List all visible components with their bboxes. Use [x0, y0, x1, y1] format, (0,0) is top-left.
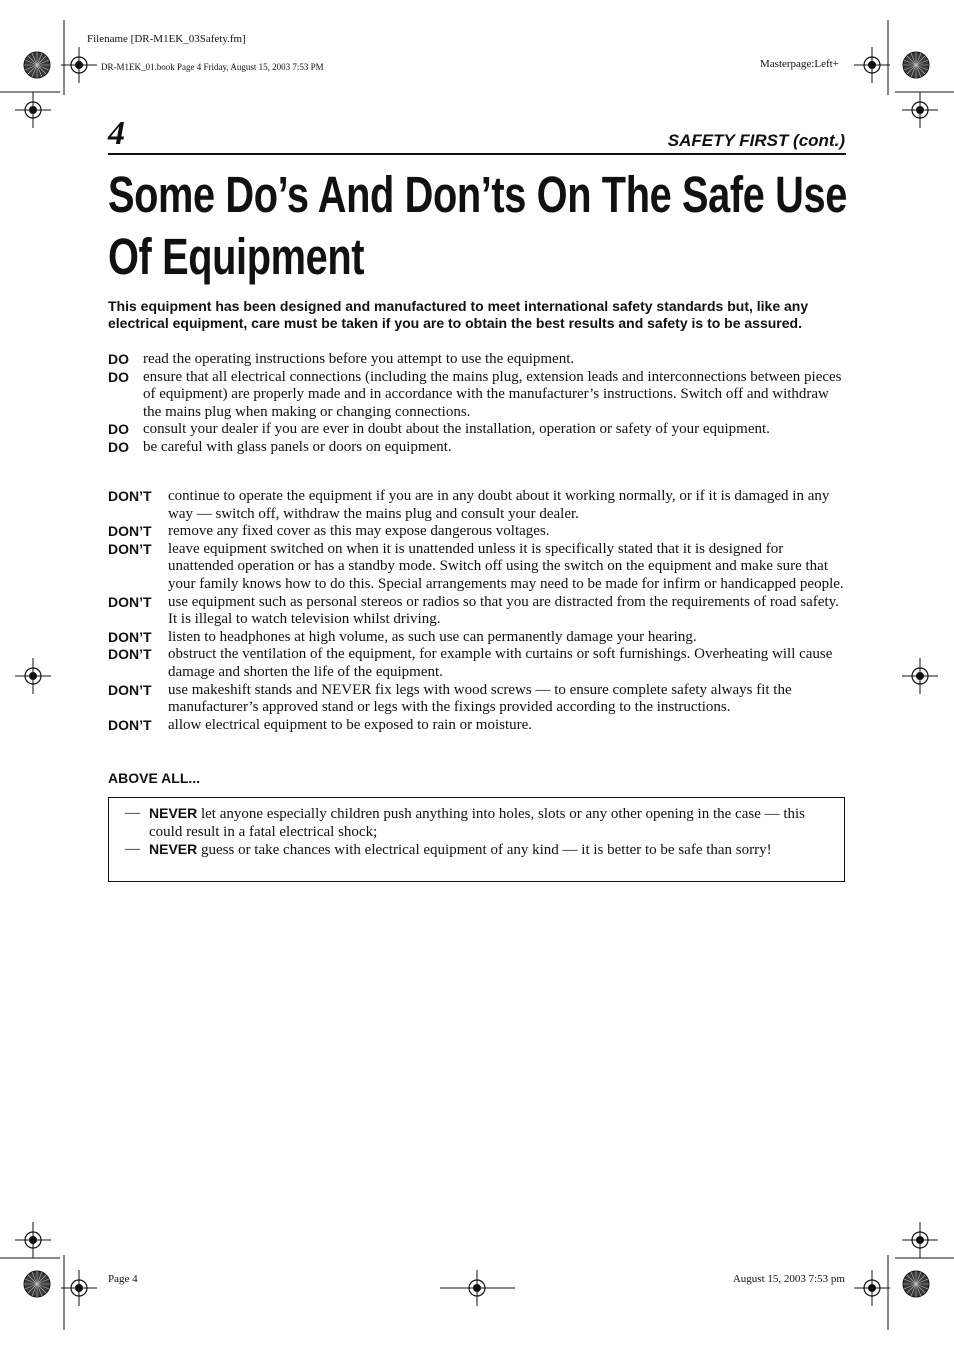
section-title: SAFETY FIRST (cont.)	[667, 131, 845, 150]
list-item	[108, 439, 848, 457]
list-item	[108, 594, 848, 629]
registration-mark	[15, 92, 51, 128]
dont-tag: DON’T	[108, 716, 152, 733]
color-bar-mark	[903, 1271, 929, 1297]
list-item-text: let anyone especially children push anything into holes, slots or any other opening in the case — this could result in a fatal electrical shock;	[149, 806, 806, 840]
list-item	[108, 682, 848, 717]
color-bar-mark	[24, 52, 50, 78]
dont-tag: DON’T	[108, 593, 152, 610]
list-item	[108, 629, 848, 647]
list-item-text: remove any fixed cover as this may expose dangerous voltages.	[168, 523, 550, 540]
header-book-line: DR-M1EK_01.book Page 4 Friday, August 15, 2003 7:53 PM	[101, 62, 324, 72]
dont-tag: DON’T	[108, 646, 152, 663]
do-tag: DO	[108, 438, 129, 455]
page-title: Some Do’s And Don’ts On The Safe Use Of Equipment	[108, 166, 847, 285]
page-number: 4	[108, 115, 125, 152]
above-all-heading: ABOVE ALL...	[108, 770, 201, 786]
registration-mark	[854, 1270, 890, 1306]
do-tag: DO	[108, 351, 129, 367]
do-list	[108, 351, 848, 457]
list-item	[125, 841, 828, 860]
do-tag: DO	[108, 421, 129, 438]
dont-list	[108, 488, 848, 734]
dash: —	[125, 805, 140, 821]
list-item	[108, 351, 848, 369]
list-item-text: leave equipment switched on when it is unattended unless it is specifically stated that it is designed for unattended operation or has a standby mode. Switch off using the switch on the equipment and make sure that your family knows how to do this. Special arrangements may need to be made for infirm or handicapped people.	[168, 540, 844, 592]
dont-tag: DON’T	[108, 628, 152, 645]
list-item-text: guess or take chances with electrical equipment of any kind — it is better to be safe than sorry!	[197, 842, 772, 859]
registration-mark	[902, 92, 938, 128]
color-bar-mark	[903, 52, 929, 78]
list-item-text: be careful with glass panels or doors on equipment.	[143, 438, 452, 455]
list-item	[108, 369, 848, 422]
do-tag: DO	[108, 368, 129, 385]
never-word: NEVER	[149, 805, 198, 821]
dash: —	[125, 841, 140, 858]
registration-mark	[902, 1222, 938, 1258]
registration-mark	[854, 47, 890, 83]
registration-mark	[61, 47, 97, 83]
list-item-text: listen to headphones at high volume, as such use can permanently damage your hearing.	[168, 628, 697, 645]
warning-box	[108, 797, 845, 882]
list-item-text: ensure that all electrical connections (including the mains plug, extension leads and interconnections between pieces of equipment) are properly made and in accordance with the manufacturer’s instructions. Switch off and withdraw the mains plug when making or changing connections.	[143, 368, 842, 420]
header-masterpage: Masterpage:Left+	[760, 58, 839, 70]
dont-tag: DON’T	[108, 523, 152, 540]
registration-mark	[61, 1270, 97, 1306]
dont-tag: DON’T	[108, 488, 152, 504]
list-item-text: use makeshift stands and NEVER fix legs with wood screws — to ensure complete safety always fit the manufacturer’s approved stand or legs with the fixings provided according to the instructions.	[168, 681, 792, 716]
list-item-text: consult your dealer if you are ever in doubt about the installation, operation or safety of your equipment.	[143, 421, 770, 438]
list-item-text: allow electrical equipment to be exposed to rain or moisture.	[168, 716, 533, 733]
registration-mark	[15, 1222, 51, 1258]
registration-mark	[15, 658, 51, 694]
list-item-text: continue to operate the equipment if you are in any doubt about it working normally, or if it is damaged in any way — switch off, withdraw the mains plug and consult your dealer.	[168, 488, 830, 522]
header-filename: Filename [DR-M1EK_03Safety.fm]	[87, 33, 246, 45]
list-item	[108, 646, 848, 681]
dont-tag: DON’T	[108, 540, 152, 557]
list-item	[108, 488, 848, 523]
list-item	[108, 421, 848, 439]
registration-mark	[902, 658, 938, 694]
list-item-text: read the operating instructions before you attempt to use the equipment.	[143, 351, 575, 367]
dont-tag: DON’T	[108, 681, 152, 698]
footer-page: Page 4	[108, 1273, 138, 1285]
list-item	[108, 717, 848, 735]
header-rule	[108, 153, 846, 155]
color-bar-mark	[24, 1271, 50, 1297]
list-item	[125, 805, 828, 841]
list-item-text: obstruct the ventilation of the equipment, for example with curtains or soft furnishings. Overheating will cause damage and shorten the life of the equipment.	[168, 646, 833, 680]
list-item-text: use equipment such as personal stereos or radios so that you are distracted from the requirements of road safety. It is illegal to watch television whilst driving.	[168, 593, 839, 628]
footer-date: August 15, 2003 7:53 pm	[732, 1273, 845, 1285]
list-item	[108, 541, 848, 594]
never-word: NEVER	[149, 841, 198, 858]
intro-paragraph: This equipment has been designed and manufactured to meet international safety standards but, like any electrical equipment, care must be taken if you are to obtain the best results and safety is to be assured.	[108, 298, 809, 331]
list-item	[108, 523, 848, 541]
